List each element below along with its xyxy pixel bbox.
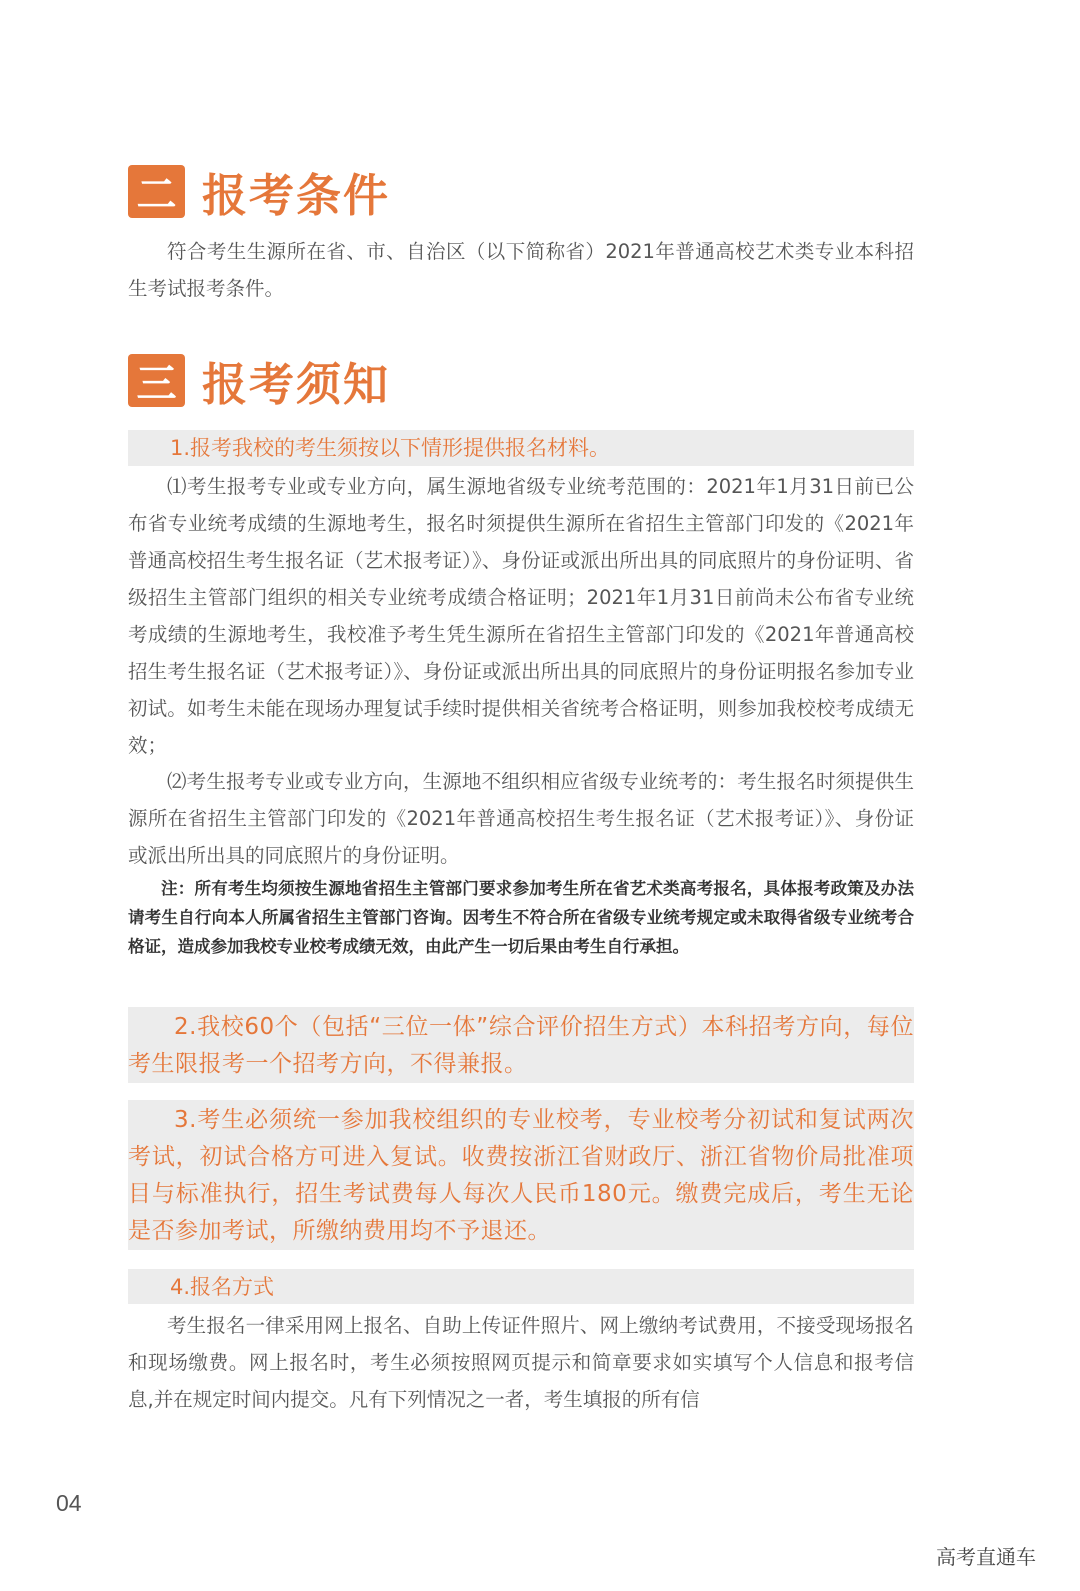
- item-2-text: 2.我校60个（包括“三位一体”综合评价招生方式）本科招考方向，每位考生限报考一个招考方向，不得兼报。: [128, 1014, 914, 1077]
- item-1-heading: 1.报考我校的考生须按以下情形提供报名材料。: [170, 436, 611, 460]
- item-3-text: 3.考生必须统一参加我校组织的专业校考，专业校考分初试和复试两次考试，初试合格方可进入复试。收费按浙江省财政厅、浙江省物价局批准项目与标准执行，招生考试费每人每次人民币180元。缴费完成后，考生无论是否参加考试，所缴纳费用均不予退还。: [128, 1107, 914, 1244]
- item-1-paragraph-2: ⑵考生报考专业或专业方向，生源地不组织相应省级专业统考的：考生报名时须提供生源所在省招生主管部门印发的《2021年普通高校招生考生报名证（艺术报考证）》、身份证或派出所出具的同底照片的身份证明。: [128, 770, 914, 867]
- item-4-paragraph: 考生报名一律采用网上报名、自助上传证件照片、网上缴纳考试费用，不接受现场报名和现场缴费。网上报名时，考生必须按照网页提示和简章要求如实填写个人信息和报考信息,并在规定时间内提交。凡有下列情况之一者，考生填报的所有信: [128, 1314, 914, 1411]
- section-2-paragraph: 符合考生生源所在省、市、自治区（以下简称省）2021年普通高校艺术类专业本科招生考试报考条件。: [128, 240, 914, 300]
- page-number: 04: [56, 1490, 82, 1516]
- section-number-box: 三: [128, 354, 185, 407]
- section-title: 报考条件: [202, 168, 391, 222]
- item-4-heading: 4.报名方式: [170, 1275, 275, 1299]
- section-title: 报考须知: [202, 357, 391, 411]
- section-2-heading: [128, 163, 391, 222]
- item-1-note: 注：所有考生均须按生源地省招生主管部门要求参加考生所在省艺术类高考报名，具体报考政策及办法请考生自行向本人所属省招生主管部门咨询。因考生不符合所在省级专业统考规定或未取得省级专业统考合格证，造成参加我校专业校考成绩无效，由此产生一切后果由考生自行承担。: [128, 879, 914, 956]
- watermark-text: 高考直通车: [936, 1545, 1036, 1569]
- section-number-box: 二: [128, 165, 185, 218]
- section-3-heading: [128, 352, 391, 411]
- item-1-paragraph-1: ⑴考生报考专业或专业方向，属生源地省级专业统考范围的：2021年1月31日前已公布省专业统考成绩的生源地考生，报名时须提供生源所在省招生主管部门印发的《2021年普通高校招生考生报名证（艺术报考证）》、身份证或派出所出具的同底照片的身份证明、省级招生主管部门组织的相关专业统考成绩合格证明；2021年1月31日前尚未公布省专业统考成绩的生源地考生，我校准予考生凭生源所在省招生主管部门印发的《2021年普通高校招生考生报名证（艺术报考证）》、身份证或派出所出具的同底照片的身份证明报名参加专业初试。如考生未能在现场办理复试手续时提供相关省统考合格证明，则参加我校校考成绩无效；: [128, 475, 914, 757]
